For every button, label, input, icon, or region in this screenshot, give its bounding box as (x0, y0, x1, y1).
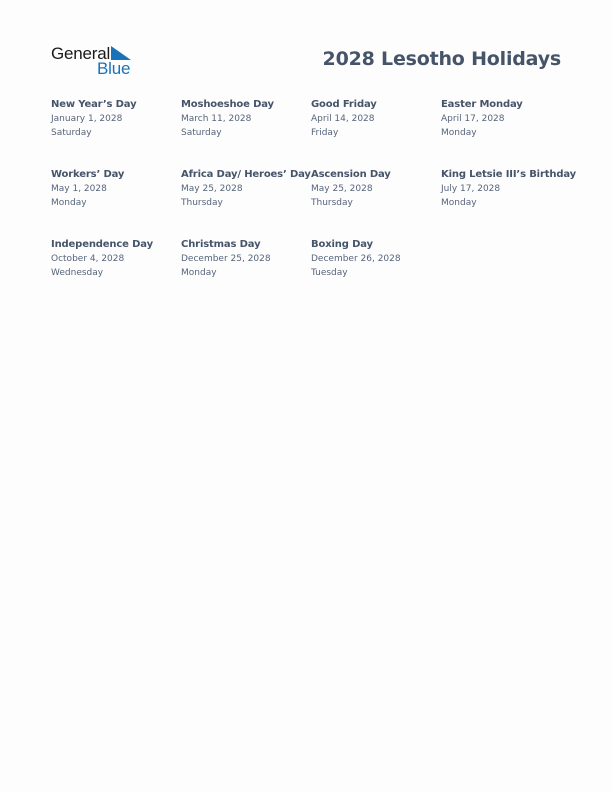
holiday-entry (311, 98, 441, 168)
holiday-name: Ascension Day (311, 169, 391, 180)
holiday-name: Independence Day (51, 239, 153, 250)
holiday-weekday: Monday (441, 128, 477, 138)
holiday-entry (51, 98, 181, 168)
holiday-name: New Year’s Day (51, 99, 137, 110)
holiday-entry (441, 168, 577, 238)
holiday-entry (311, 168, 441, 238)
holiday-name: Good Friday (311, 99, 377, 110)
holiday-entry (51, 168, 181, 238)
page-title: 2028 Lesotho Holidays (322, 48, 561, 70)
holiday-entry (181, 98, 311, 168)
holiday-name: Africa Day/ Heroes’ Day (181, 169, 311, 180)
holiday-weekday: Monday (51, 198, 87, 208)
holiday-weekday: Wednesday (51, 268, 104, 278)
holiday-list (51, 98, 577, 308)
holiday-name: Boxing Day (311, 239, 373, 250)
holiday-name: Easter Monday (441, 99, 523, 110)
holiday-date: January 1, 2028 (51, 114, 123, 124)
holiday-weekday: Tuesday (311, 268, 348, 278)
holiday-weekday: Saturday (181, 128, 222, 138)
holiday-date: December 26, 2028 (311, 254, 401, 264)
holiday-entry (181, 238, 311, 308)
holiday-weekday: Thursday (311, 198, 353, 208)
logo-triangle-icon (111, 46, 131, 60)
holiday-name: King Letsie III’s Birthday (441, 169, 577, 180)
holiday-name: Workers’ Day (51, 169, 125, 180)
holiday-date: May 25, 2028 (181, 184, 243, 194)
holiday-entry (441, 98, 571, 168)
holiday-weekday: Friday (311, 128, 339, 138)
holiday-name: Moshoeshoe Day (181, 99, 274, 110)
holiday-date: July 17, 2028 (441, 184, 501, 194)
holiday-weekday: Monday (441, 198, 477, 208)
holiday-date: March 11, 2028 (181, 114, 252, 124)
holiday-entry (181, 168, 311, 238)
holiday-date: May 1, 2028 (51, 184, 107, 194)
holiday-date: April 14, 2028 (311, 114, 375, 124)
holiday-weekday: Thursday (181, 198, 223, 208)
holiday-name: Christmas Day (181, 239, 261, 250)
logo-word-blue: Blue (97, 59, 131, 78)
holiday-date: October 4, 2028 (51, 254, 125, 264)
holiday-entry (311, 238, 441, 308)
logo-word-general: General (51, 44, 111, 63)
holiday-weekday: Monday (181, 268, 217, 278)
holiday-date: May 25, 2028 (311, 184, 373, 194)
holiday-date: December 25, 2028 (181, 254, 271, 264)
holiday-weekday: Saturday (51, 128, 92, 138)
generalblue-logo (51, 44, 141, 78)
holiday-entry (51, 238, 181, 308)
holiday-date: April 17, 2028 (441, 114, 505, 124)
